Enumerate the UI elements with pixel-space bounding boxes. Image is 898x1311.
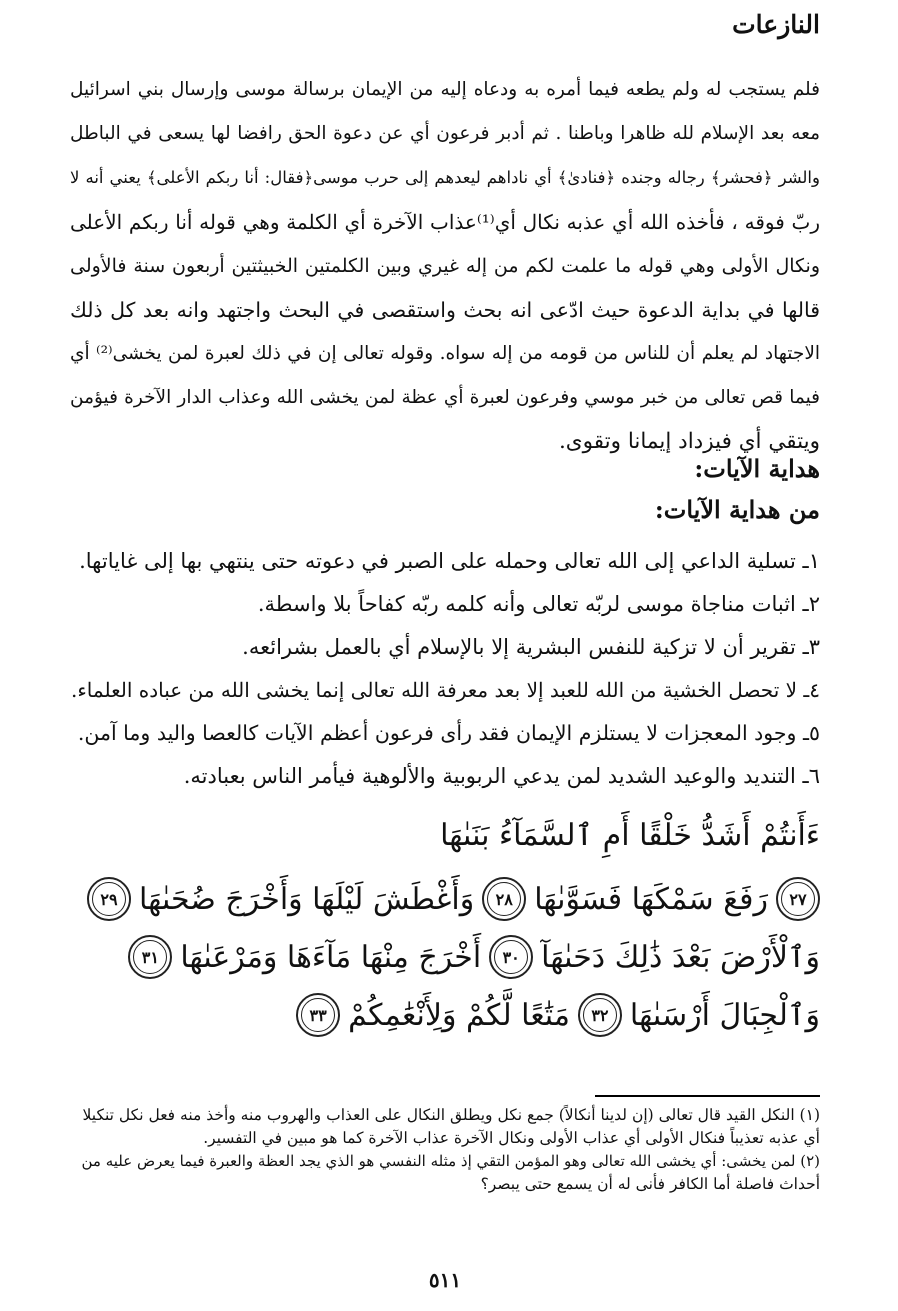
paragraph-line: والشر ﴿فحشر﴾ رجاله وجنده ﴿فنادىٰ﴾ أي ناداهم ليعدهم إلى حرب موسى﴿فقال: أنا ربكم الأعلى﴾ يعني أنه لا — [70, 168, 820, 187]
footnote-line: (١) النكل القيد قال تعالى (إن لدينا أنكالاً) جمع نكل ويطلق النكال على العذاب والهروب منه وأخذ منه فعل نكل تنكيلا — [82, 1106, 820, 1124]
footnote-line: أي عذبه تعذيباً فنكال الأولى أي عذاب الأولى ونكال الآخرة عذاب الآخرة كما هو مبين في التفسير. — [203, 1129, 820, 1147]
footnote-line: (٢) لمن يخشى: أي يخشى الله تعالى وهو المؤمن التقي إذ مثله النفسي هو الذي يجد العظة والعبرة فيما يعرض عليه من — [81, 1152, 820, 1170]
surah-header: النازعات — [732, 10, 820, 39]
commentary-paragraph — [70, 68, 820, 464]
lesson-item: ٦ـ التنديد والوعيد الشديد لمن يدعي الربوبية والألوهية فيأمر الناس بعبادته. — [183, 764, 820, 788]
ayah-number-icon: ٣١ — [128, 935, 172, 979]
ayah-number-icon: ٢٨ — [482, 877, 526, 921]
paragraph-line: فلم يستجب له ولم يطعه فيما أمره به ودعاه إليه من الإيمان برسالة موسى وإرسال بني اسرائيل — [70, 79, 820, 100]
ayah-number-icon: ٢٧ — [776, 877, 820, 921]
ayah-number-icon: ٢٩ — [87, 877, 131, 921]
verse-line — [70, 800, 820, 870]
verse-line — [70, 986, 820, 1044]
footnote-divider — [595, 1095, 820, 1097]
verse-text: ءَأَنتُمْ أَشَدُّ خَلْقًا أَمِ ٱلسَّمَآءُ بَنَىٰهَا — [440, 817, 820, 853]
paragraph-line: ويتقي أي فيزداد إيمانا وتقوى. — [558, 429, 820, 454]
section-subheading: من هداية الآيات: — [654, 495, 820, 524]
verse-text: مَتَٰعًا لَّكُمْ وَلِأَنْعَٰمِكُمْ — [348, 997, 570, 1033]
ayah-number-icon: ٣٣ — [296, 993, 340, 1037]
lesson-item: ١ـ تسلية الداعي إلى الله تعالى وحمله على الصبر في دعوته حتى ينتهي بها إلى غاياتها. — [79, 549, 820, 573]
paragraph-line: فيما قص تعالى من خبر موسي وفرعون لعبرة أي عظة لمن يخشى الله وعذاب الدار الآخرة فيؤمن — [70, 387, 820, 408]
verse-text: وَٱلْجِبَالَ أَرْسَىٰهَا — [629, 997, 820, 1033]
quran-verses — [70, 800, 820, 1044]
lesson-item: ٤ـ لا تحصل الخشية من الله للعبد إلا بعد معرفة الله تعالى إنما يخشى الله من عباده العلماء. — [71, 678, 820, 702]
section-heading: هداية الآيات: — [694, 454, 820, 483]
verse-text: وَأَغْطَشَ لَيْلَهَا وَأَخْرَجَ ضُحَىٰهَا — [138, 881, 475, 917]
lesson-item: ٥ـ وجود المعجزات لا يستلزم الإيمان فقد رأى فرعون أعظم الآيات كالعصا واليد وما آمن. — [77, 721, 820, 745]
paragraph-line: ونكال الأولى وهي قوله ما علمت لكم من إله غيري وبين الكلمتين الخبيثتين أربعون سنة فالأولى — [70, 255, 820, 277]
page-number: ٥١١ — [428, 1268, 462, 1292]
ayah-number-icon: ٣٠ — [489, 935, 533, 979]
verse-line — [70, 870, 820, 928]
paragraph-line: قالها في بداية الدعوة حيث ادّعى انه بحث واستقصى في البحث واجتهد وانه بعد كل ذلك — [70, 298, 820, 322]
ayah-number-icon: ٣٢ — [578, 993, 622, 1037]
footnote-line: أحداث فاصلة أما الكافر فأنى له أن يسمع حتى يبصر؟ — [480, 1175, 820, 1193]
lesson-item: ٣ـ تقرير أن لا تزكية للنفس البشرية إلا بالإسلام أي بالعمل بشرائعه. — [242, 635, 820, 659]
paragraph-line: الاجتهاد لم يعلم أن للناس من قومه من إله سواه. وقوله تعالى إن في ذلك لعبرة لمن يخشى⁽²⁾ أي — [70, 343, 821, 364]
lessons-list — [70, 540, 820, 798]
lesson-item: ٢ـ اثبات مناجاة موسى لربّه تعالى وأنه كلمه ربّه كفاحاً بلا واسطة. — [257, 592, 820, 616]
verse-text: وَٱلْأَرْضَ بَعْدَ ذَٰلِكَ دَحَىٰهَآ — [541, 939, 820, 975]
verse-text: أَخْرَجَ مِنْهَا مَآءَهَا وَمَرْعَىٰهَا — [180, 939, 482, 975]
book-page — [70, 0, 820, 1311]
verse-text: رَفَعَ سَمْكَهَا فَسَوَّىٰهَا — [534, 881, 768, 917]
paragraph-line: معه بعد الإسلام لله ظاهرا وباطنا . ثم أدبر فرعون أي عن دعوة الحق رافضا لها يسعى في الباطل — [70, 123, 820, 144]
verse-line — [70, 928, 820, 986]
footnotes — [70, 1104, 820, 1196]
paragraph-line: ربّ فوقه ، فأخذه الله أي عذبه نكال أي⁽¹⁾عذاب الآخرة أي الكلمة وهي قوله أنا ربكم الأعلى — [70, 210, 820, 234]
